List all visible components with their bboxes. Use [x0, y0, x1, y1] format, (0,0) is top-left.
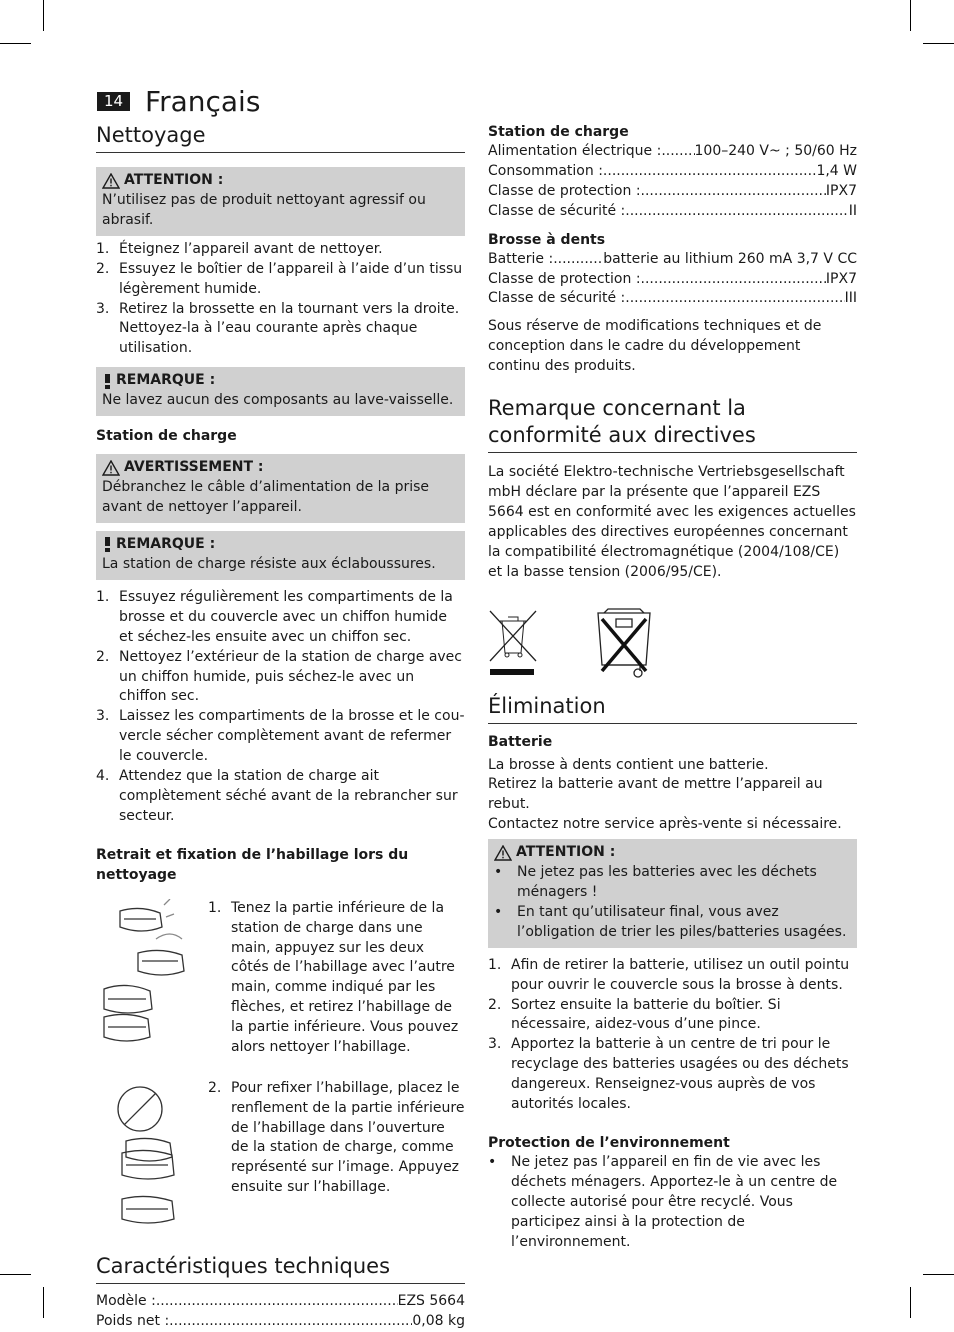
list-item: 2. Sortez ensuite la batterie du boîtier. Si nécessaire, aidez-vous d’une pince.: [488, 996, 781, 1033]
exclamation-icon: [102, 374, 112, 389]
subheading-battery: Batterie: [488, 733, 553, 750]
crop-mark: [923, 1274, 954, 1275]
subheading-brush-specs: Brosse à dents: [488, 231, 606, 248]
crop-mark: [0, 1274, 31, 1275]
crop-mark: [0, 43, 31, 44]
disposal-symbols: [488, 607, 857, 685]
attention-title: ATTENTION :: [124, 172, 224, 189]
list-item: 1. Éteignez l’appareil avant de nettoyer.: [96, 240, 383, 257]
note-title: REMARQUE :: [116, 372, 216, 389]
attention-text: N’utilisez pas de produit nettoyant agressif ou abrasif.: [102, 192, 426, 228]
note-title: REMARQUE :: [116, 536, 216, 553]
list-item: 4. Attendez que la station de charge ait complètement séché avant de la rebrancher sur secteur.: [96, 768, 458, 824]
attention-box: [488, 839, 857, 948]
section-heading-conformity: Remarque concernant la conformité aux directives: [488, 395, 857, 453]
warning-triangle-icon: [494, 845, 512, 861]
subheading-cover: Retrait et fixation de l’habillage lors du nettoyage: [96, 846, 409, 883]
list-item: 2. Nettoyez l’extérieur de la station de charge avec un chiffon humide, puis séchez-le avec un chiffon sec.: [96, 648, 462, 705]
list-item: 3. Apportez la batterie à un centre de tri pour le recyclage des batteries usagées ou des déchets dangereux. Renseignez-vous auprès de vos autorités locales.: [488, 1036, 849, 1113]
spec-row: Classe de sécurité : ..... II: [488, 202, 857, 222]
spec-row: Classe de protection : ..... IPX7: [488, 270, 857, 290]
list-item: • En tant qu’utilisateur final, vous avez l’obligation de trier les piles/batteries usagées.: [494, 903, 847, 940]
weee-bin-icon: [488, 607, 538, 679]
crop-mark: [43, 0, 44, 31]
attention-title: ATTENTION :: [516, 844, 616, 861]
spec-row: Batterie : ..... batterie au lithium 260 mA 3,7 V CC: [488, 250, 857, 270]
warning-triangle-icon: [102, 173, 120, 189]
warning-title: AVERTISSEMENT :: [124, 459, 264, 476]
reserve-text: Sous réserve de modifications techniques et de conception dans le cadre du développement continu des produits.: [488, 318, 822, 375]
exclamation-icon: [102, 537, 112, 552]
list-item: 2. Essuyez le boîtier de l’appareil à l’aide d’un tissu légèrement humide.: [96, 260, 463, 297]
list-item: • Ne jetez pas les batteries avec les déchets ménagers !: [494, 864, 817, 901]
battery-line: Retirez la batterie avant de mettre l’appareil au rebut.: [488, 776, 823, 813]
crop-mark: [910, 1287, 911, 1318]
spec-row: Consommation : ..... 1,4 W: [488, 162, 857, 182]
warning-box: [96, 454, 465, 523]
crop-mark: [43, 1287, 44, 1318]
right-column: [488, 122, 857, 1253]
list-item: 3. Laissez les compartiments de la brosse et le couvercle sécher complètement avant de refermer le couvercle.: [96, 708, 465, 765]
subheading-station: Station de charge: [96, 428, 237, 445]
note-box: [96, 367, 465, 416]
cover-removal-illustration: [96, 899, 208, 1069]
list-item: 3. Retirez la brossette en la tournant vers la droite. Nettoyez-la à l’eau courante après chaque utilisation.: [96, 300, 460, 357]
crop-mark: [910, 0, 911, 31]
spec-row: Poids net : ..... 0,08 kg: [96, 1312, 465, 1332]
subheading-station-specs: Station de charge: [488, 124, 629, 140]
cover-attach-illustration: [96, 1079, 208, 1239]
cleaning-steps: [96, 240, 465, 359]
warning-text: Débranchez le câble d’alimentation de la prise avant de nettoyer l’appareil.: [102, 479, 430, 516]
crossed-bin-icon: [594, 607, 654, 683]
station-steps: [96, 588, 465, 827]
page-title: Français: [145, 85, 261, 118]
note-text: Ne lavez aucun des composants au lave-vaisselle.: [102, 392, 454, 409]
attention-box: [96, 167, 465, 236]
note-text: La station de charge résiste aux éclaboussures.: [102, 555, 436, 572]
battery-steps: [488, 956, 857, 1115]
note-box: [96, 531, 465, 580]
list-item: 1. Essuyez régulièrement les compartiments de la brosse et du couvercle avec un chiffon humide et séchez-les ensuite avec un chiffon sec.: [96, 588, 453, 645]
cover-step-2: 2. Pour refixer l’habillage, placez le renflement de la partie inférieure de l’habillage dans l’ouverture de la station de charge, comme représenté sur l’image. Appuyez ensuite sur l’habillage.: [96, 1079, 465, 1239]
crop-mark: [923, 43, 954, 44]
spec-row: Modèle : ..... EZS 5664: [96, 1292, 465, 1312]
spec-row: Classe de sécurité : ..... III: [488, 289, 857, 309]
cover-step-1: 1. Tenez la partie inférieure de la station de charge dans une main, appuyez sur les deux côtés de l’habillage avec l’autre main, comme indiqué par les flèches, et retirez l’habillage de la partie inférieure. Vous pouvez alors nettoyer l’habillage.: [96, 899, 465, 1069]
list-item: 1. Afin de retirer la batterie, utilisez un outil pointu pour ouvrir le couvercle sous la brosse à dents.: [488, 956, 850, 993]
battery-line: Contactez notre service après-vente si nécessaire.: [488, 816, 842, 833]
battery-line: La brosse à dents contient une batterie.: [488, 756, 769, 773]
section-heading-specs: Caractéristiques techniques: [96, 1253, 465, 1284]
section-heading-cleaning: Nettoyage: [96, 122, 465, 153]
spec-row: Alimentation électrique : ..... 100–240 V~ ; 50/60 Hz: [488, 142, 857, 162]
subheading-environment: Protection de l’environnement: [488, 1135, 730, 1151]
page-number: 14: [97, 92, 130, 111]
list-item: • Ne jetez pas l’appareil en fin de vie avec les déchets ménagers. Apportez-le à un centre de collecte autorisé pour être recyclé. Vous participez ainsi à la protection de l’environnement.: [488, 1154, 838, 1250]
warning-triangle-icon: [102, 460, 120, 476]
conformity-text: La société Elektro-technische Vertriebsgesellschaft mbH déclare par la présente que l’appareil EZS 5664 est en conformité avec les exigences actuelles applicables des directives européennes concernant la compatibilité électromagnétique (2004/108/CE) et la basse tension (2006/95/CE).: [488, 464, 856, 580]
section-heading-disposal: Élimination: [488, 693, 857, 724]
spec-row: Classe de protection : ..... IPX7: [488, 182, 857, 202]
left-column: [96, 122, 465, 1332]
